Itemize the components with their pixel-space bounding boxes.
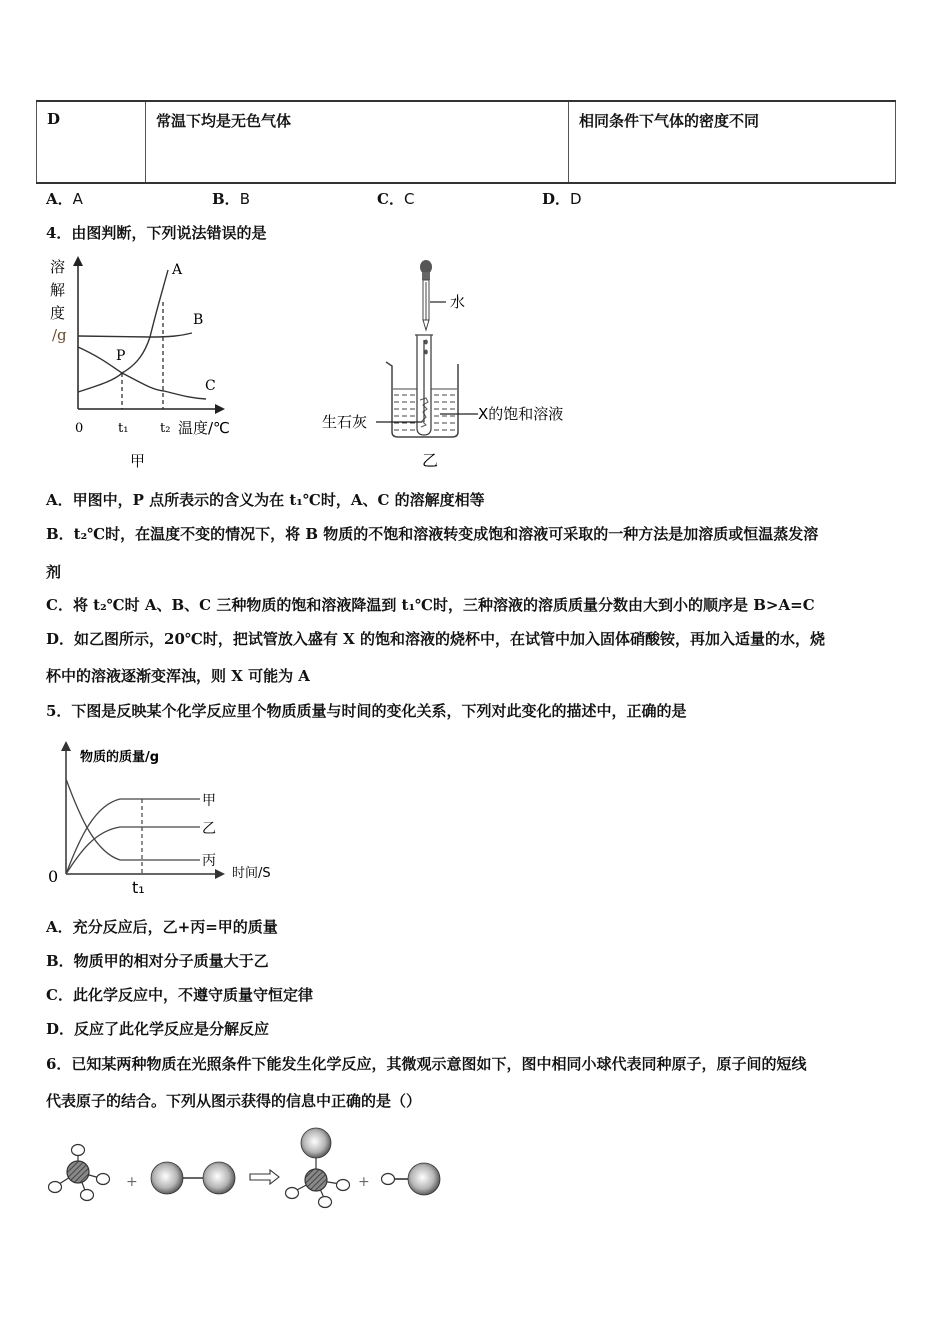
label-b: B [193, 312, 204, 328]
y-axis-label [50, 258, 67, 344]
choice-d[interactable]: D．D [542, 190, 582, 208]
choice-c[interactable]: C．C [377, 190, 415, 208]
plus-sign: + [358, 1174, 370, 1190]
curve-bing [66, 779, 200, 860]
beaker-apparatus [310, 252, 590, 474]
x-axis-label: 温度/℃ [178, 419, 230, 437]
curve-yi [66, 827, 200, 874]
row-description: 常温下均是无色气体 [146, 101, 569, 183]
q4-stem: 4．由图判断，下列说法错误的是 [46, 224, 267, 242]
q6-stem-line2: 代表原子的结合。下列从图示获得的信息中正确的是（） [46, 1092, 422, 1110]
svg-text:/g: /g [52, 326, 67, 344]
plus-sign: + [126, 1174, 138, 1190]
molecule-reaction-diagram [40, 1120, 450, 1220]
figure-caption-jia: 甲 [130, 452, 146, 470]
q3-choices [46, 188, 746, 210]
choice-a[interactable]: A．A [46, 190, 83, 208]
tick-t1: t₁ [118, 421, 129, 436]
svg-text:解: 解 [50, 281, 66, 299]
label-p: P [116, 348, 126, 364]
q5-option-a[interactable]: A．充分反应后，乙+丙=甲的质量 [46, 918, 278, 936]
choice-b[interactable]: B．B [212, 190, 250, 208]
x-axis-arrow-icon [215, 404, 225, 414]
svg-text:度: 度 [50, 304, 66, 322]
x-axis-label: 时间/S [232, 866, 271, 881]
tick-t2: t₂ [160, 421, 171, 436]
y-axis-arrow-icon [61, 741, 71, 751]
q5-stem: 5．下图是反映某个化学反应里个物质质量与时间的变化关系，下列对此变化的描述中，正确的是 [46, 702, 687, 720]
label-jia: 甲 [202, 793, 216, 809]
solubility-chart [40, 252, 250, 474]
figure-caption-yi: 乙 [422, 451, 439, 470]
svg-text:溶: 溶 [50, 258, 66, 276]
mass-time-chart [40, 737, 300, 899]
dropper-icon [420, 260, 432, 330]
q5-option-b[interactable]: B．物质甲的相对分子质量大于乙 [46, 952, 269, 970]
origin-label: 0 [48, 867, 59, 886]
q6-stem-line1: 6．已知某两种物质在光照条件下能发生化学反应，其微观示意图如下，图中相同小球代表同种原子，原子间的短线 [46, 1055, 807, 1073]
label-c: C [205, 378, 216, 394]
table-row [37, 101, 896, 183]
chlorine-molecule-icon [151, 1162, 235, 1194]
y-axis-arrow-icon [73, 256, 83, 266]
q4-option-b[interactable]: B．t₂℃时，在温度不变的情况下，将 B 物质的不饱和溶液转变成饱和溶液可采取的一种方法是加溶质或恒温蒸发溶 [46, 525, 819, 543]
chloromethane-molecule-icon [286, 1128, 350, 1208]
label-water: 水 [450, 293, 466, 311]
reaction-arrow-icon [250, 1170, 279, 1184]
q5-option-c[interactable]: C．此化学反应中，不遵守质量守恒定律 [46, 986, 313, 1004]
label-bing: 丙 [202, 853, 216, 869]
q4-option-b-cont: 剂 [46, 563, 62, 581]
row-explanation: 相同条件下气体的密度不同 [569, 101, 896, 183]
y-axis-label: 物质的质量/g [80, 750, 160, 765]
q4-option-c[interactable]: C．将 t₂℃时 A、B、C 三种物质的饱和溶液降温到 t₁℃时，三种溶液的溶质质量分数由大到小的顺序是 B>A=C [46, 596, 815, 614]
tick-t1: t₁ [132, 878, 145, 897]
options-table [36, 100, 896, 184]
origin-label: 0 [75, 421, 84, 436]
label-a: A [172, 262, 183, 278]
curve-b [78, 333, 192, 337]
hydrogen-chloride-molecule-icon [382, 1163, 441, 1195]
row-label: D [37, 101, 146, 183]
q4-option-d-cont: 杯中的溶液逐渐变浑浊，则 X 可能为 A [46, 667, 310, 685]
q4-option-d[interactable]: D．如乙图所示，20℃时，把试管放入盛有 X 的饱和溶液的烧杯中，在试管中加入固体硝酸铵，再加入适量的水，烧 [46, 630, 825, 648]
label-yi: 乙 [202, 821, 216, 837]
x-axis-arrow-icon [215, 869, 225, 879]
methane-molecule-icon [49, 1145, 110, 1201]
label-quicklime: 生石灰 [322, 413, 368, 431]
curve-jia [66, 799, 200, 874]
q5-option-d[interactable]: D．反应了此化学反应是分解反应 [46, 1020, 270, 1038]
label-solution: X的饱和溶液 [478, 405, 564, 423]
q4-option-a[interactable]: A．甲图中，P 点所表示的含义为在 t₁℃时，A、C 的溶解度相等 [46, 491, 485, 509]
